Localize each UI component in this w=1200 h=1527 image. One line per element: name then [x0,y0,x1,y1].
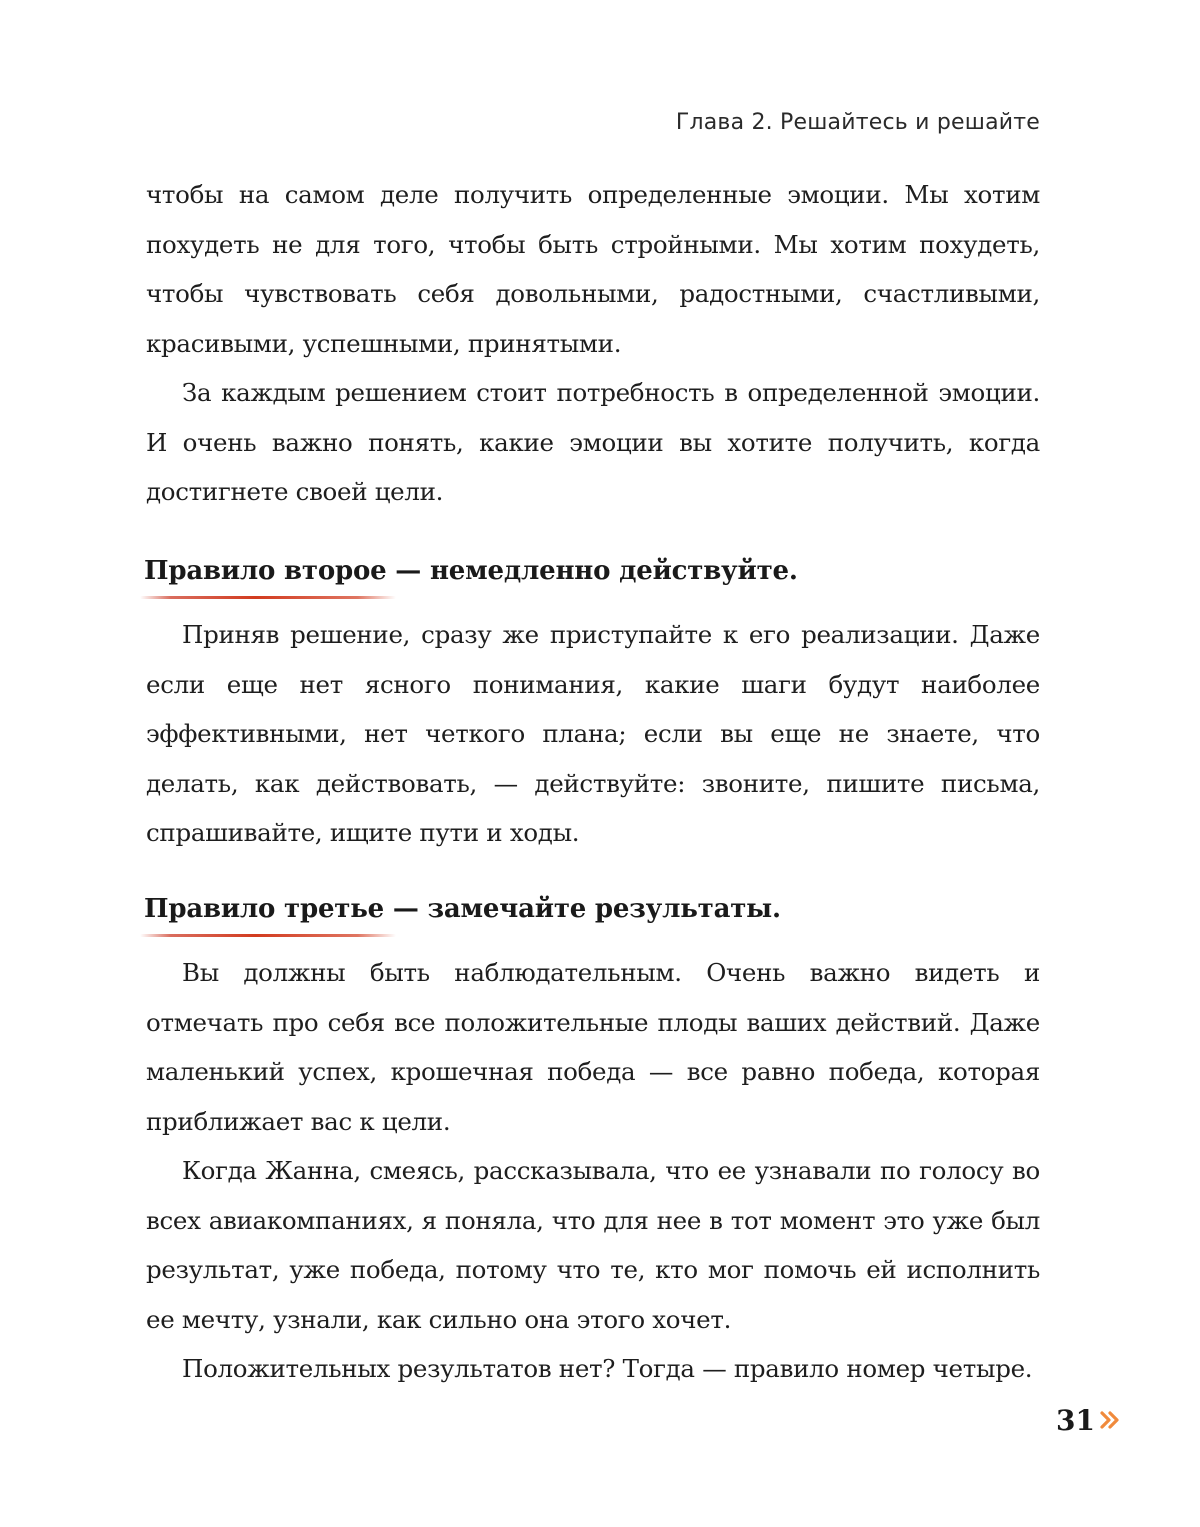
heading-underline [140,596,396,599]
body-text-top [146,170,1040,517]
paragraph: За каждым решением стоит потребность в определенной эмоции. И очень важно понять, какие эмоции вы хотите получить, когда достигнете своей цели. [146,378,1040,506]
running-head: Глава 2. Решайтесь и решайте [675,110,1040,135]
page-number: 31 [1056,1404,1095,1437]
rule-two-heading: Правило второе — немедленно действуйте. [144,556,798,586]
heading-underline [140,934,396,937]
double-chevron-right-icon [1099,1409,1121,1431]
rule-three-body [146,948,1040,1394]
paragraph: Вы должны быть наблюдательным. Очень важно видеть и отмечать про себя все положительные плоды ваших действий. Даже маленький успех, крошечная победа — все равно победа, которая приближает вас к цели. [146,958,1040,1136]
rule-three-heading: Правило третье — замечайте результаты. [144,894,781,924]
paragraph: Приняв решение, сразу же приступайте к его реализации. Даже если еще нет ясного понимания, какие шаги будут наиболее эффективными, нет четкого плана; если вы еще не знаете, что делать, как действовать, — действуйте: звоните, пишите письма, спрашивайте, ищите пути и ходы. [146,620,1040,847]
paragraph: Положительных результатов нет? Тогда — правило номер четыре. [182,1354,1033,1383]
paragraph: Когда Жанна, смеясь, рассказывала, что ее узнавали по голосу во всех авиакомпаниях, я поняла, что для нее в тот момент это уже был результат, уже победа, потому что те, кто мог помочь ей исполнить ее мечту, узнали, как сильно она этого хочет. [146,1156,1040,1334]
rule-two-body [146,610,1040,858]
paragraph: чтобы на самом деле получить определенные эмоции. Мы хотим похудеть не для того, чтобы быть стройными. Мы хотим похудеть, чтобы чувствовать себя довольными, радостными, счастливыми, красивыми, успешными, принятыми. [146,180,1040,358]
